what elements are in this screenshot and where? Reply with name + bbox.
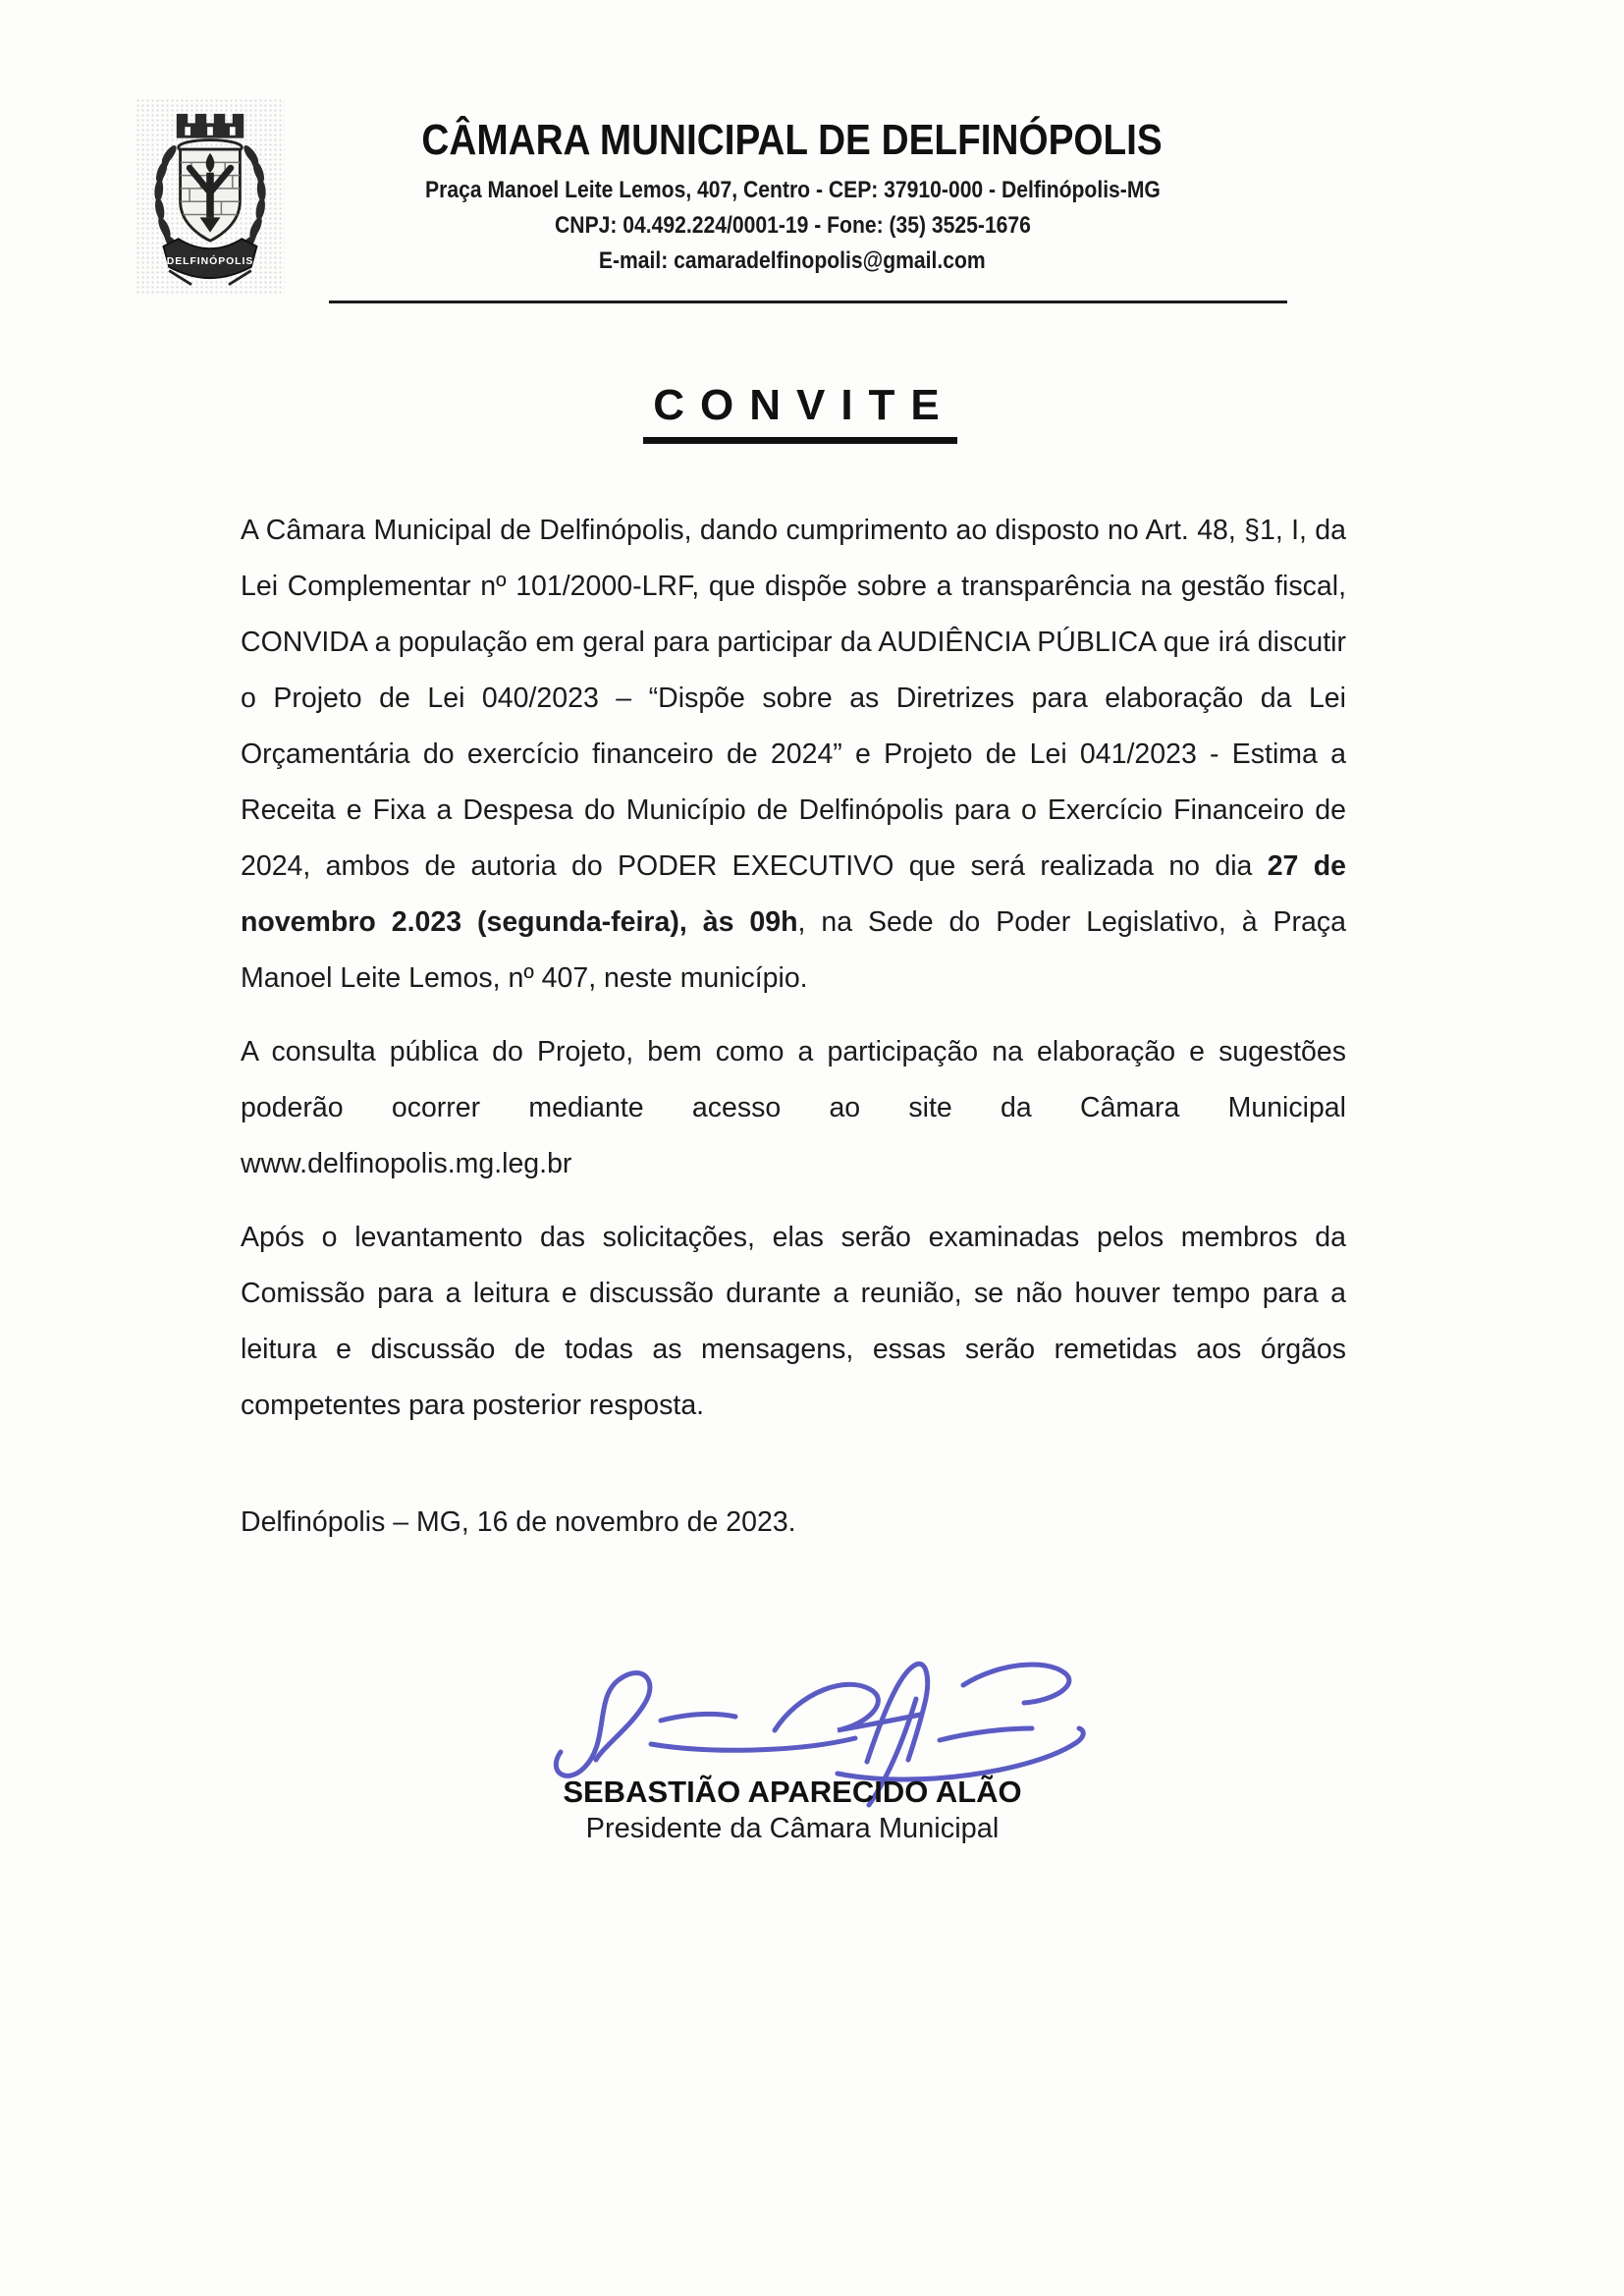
address-line: Praça Manoel Leite Lemos, 407, Centro - CEP: 37910-000 - Delfinópolis-MG — [424, 177, 1161, 203]
dateline: Delfinópolis – MG, 16 de novembro de 2023. — [241, 1506, 796, 1538]
signature-block — [241, 1646, 1344, 1846]
header-divider — [329, 301, 1287, 303]
banner-text: DELFINÓPOLIS — [166, 255, 254, 267]
paragraph-1-bold-date: 27 de novembro 2.023 (segunda-feira), às 09h — [241, 850, 1346, 938]
paragraph-1-tail: , na Sede do Poder Legislativo, à Praça Manoel Leite Lemos, nº 407, neste município. — [241, 906, 1346, 994]
paragraph-2: A consulta pública do Projeto, bem como a participação na elaboração e sugestões poderão ocorrer mediante acesso ao site da Câmara Municipal www.delfinopolis.mg.leg.br — [241, 1036, 1346, 1179]
letterhead — [241, 116, 1344, 279]
paragraph-1 — [241, 503, 1346, 1007]
shield — [181, 149, 241, 241]
cnpj-phone-line: CNPJ: 04.492.224/0001-19 - Fone: (35) 3525-1676 — [554, 212, 1031, 239]
document-title-row — [241, 381, 1344, 444]
email-line: E-mail: camaradelfinopolis@gmail.com — [599, 247, 986, 274]
signatory-role: Presidente da Câmara Municipal — [585, 1813, 1000, 1844]
paragraph-3: Após o levantamento das solicitações, elas serão examinadas pelos membros da Comissão para a leitura e discussão durante a reunião, se não houver tempo para a leitura e discussão de todas as mensagens, essas serão remetidas aos órgãos competentes para posterior resposta. — [241, 1222, 1346, 1421]
org-name: CÂMARA MUNICIPAL DE DELFINÓPOLIS — [421, 116, 1164, 164]
letter-body — [241, 503, 1346, 1568]
document-title: CONVITE — [643, 381, 957, 444]
paragraph-1-text: A Câmara Municipal de Delfinópolis, dando cumprimento ao disposto no Art. 48, §1, I, da Lei Complementar nº 101/2000-LRF, que dispõe sobre a transparência na gestão fiscal, CONVIDA a população em geral para participar da AUDIÊNCIA PÚBLICA que irá discutir o Projeto de Lei 040/2023 – “Dispõe sobre as Diretrizes para elaboração da Lei Orçamentária do exercício financeiro de 2024” e Projeto de Lei 041/2023 - Estima a Receita e Fixa a Despesa do Município de Delfinópolis para o Exercício Financeiro de 2024, ambos de autoria do PODER EXECUTIVO que será realizada no dia — [241, 515, 1346, 882]
signatory-name: SEBASTIÃO APARECIDO ALÃO — [563, 1775, 1022, 1809]
